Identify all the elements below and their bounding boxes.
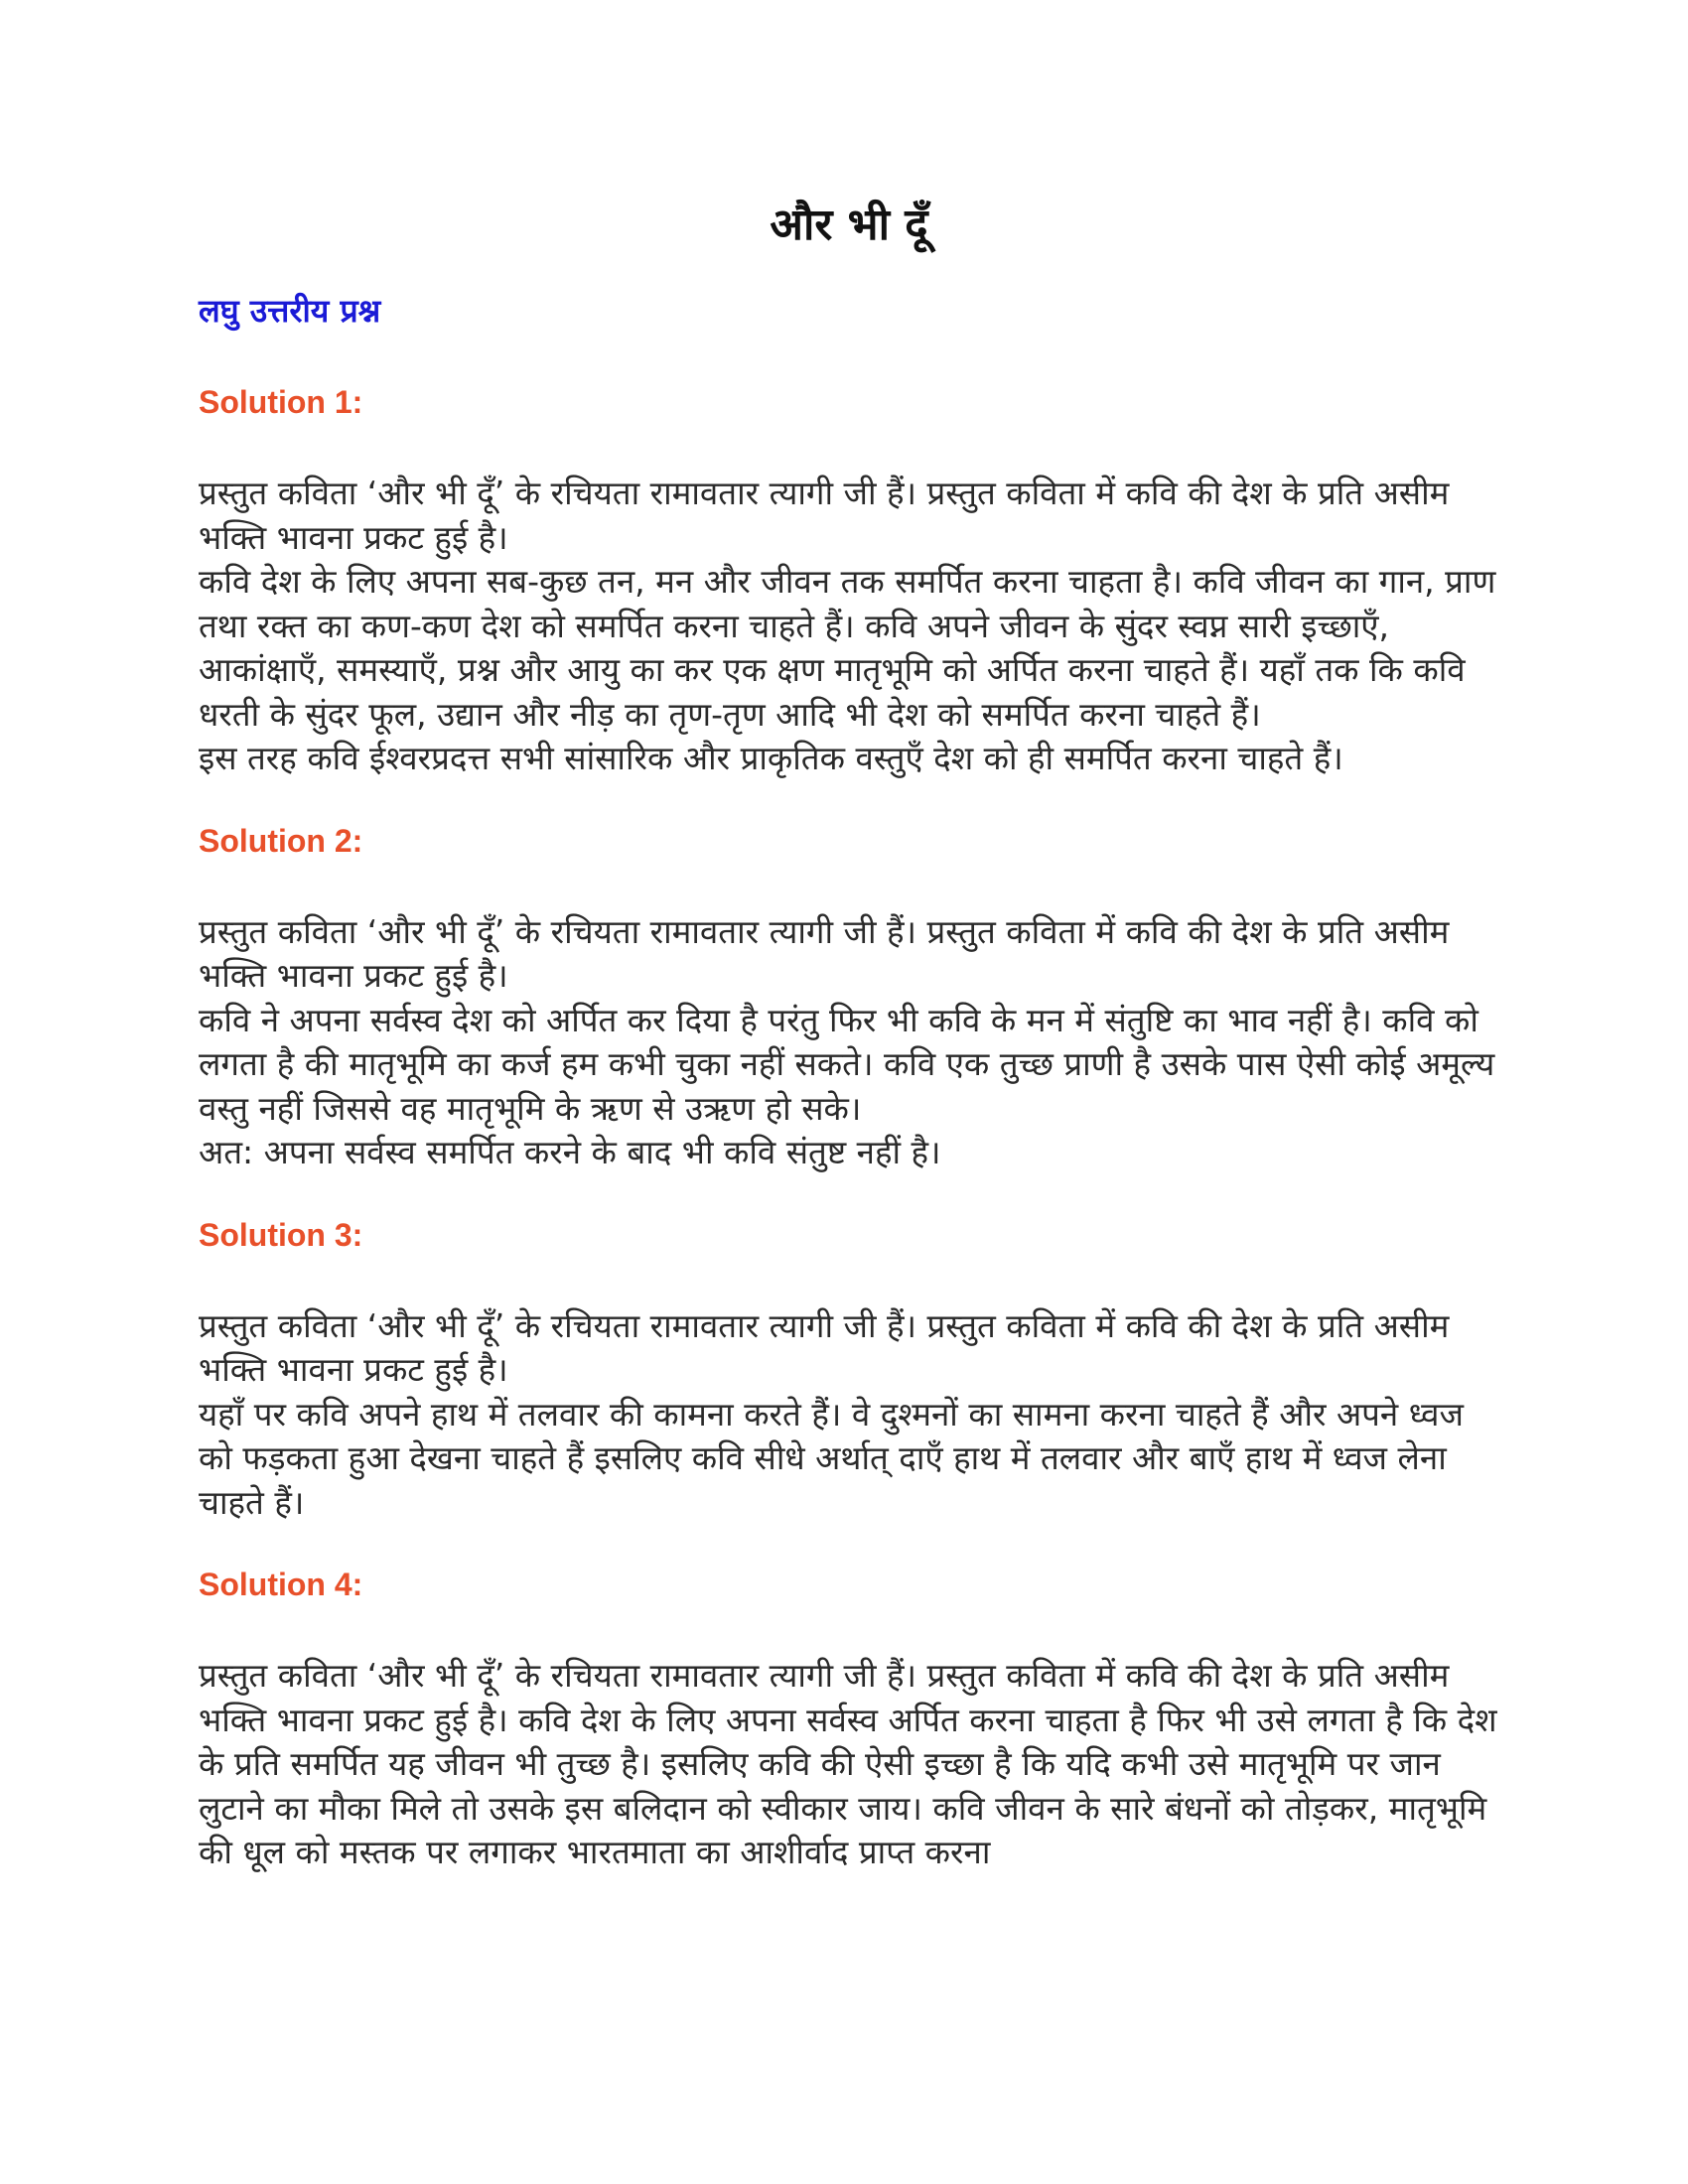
paragraph: इस तरह कवि ईश्वरप्रदत्त सभी सांसारिक और प्राकृतिक वस्तुएँ देश को ही समर्पित करना चाहते हैं। bbox=[199, 739, 1343, 777]
solution-label: Solution 2: bbox=[199, 822, 363, 859]
paragraph: यहाँ पर कवि अपने हाथ में तलवार की कामना करते हैं। वे दुश्मनों का सामना करना चाहते हैं और अपने ध्वज को फड़कता हुआ देखना चाहते हैं इसलिए कवि सीधे अर्थात् दाएँ हाथ में तलवार और बाएँ हाथ में ध्वज लेना चाहते हैं। bbox=[199, 1394, 1464, 1522]
page-title: और भी दूँ bbox=[770, 200, 928, 250]
section-heading: लघु उत्तरीय प्रश्न bbox=[199, 292, 381, 330]
solution-4 bbox=[199, 1565, 1499, 1875]
solution-1 bbox=[199, 382, 1499, 781]
solution-body bbox=[199, 910, 1499, 1175]
solution-label: Solution 1: bbox=[199, 384, 363, 420]
solution-3 bbox=[199, 1215, 1499, 1526]
solution-body bbox=[199, 1654, 1499, 1875]
solution-label: Solution 4: bbox=[199, 1567, 363, 1602]
paragraph: प्रस्तुत कविता ‘और भी दूँ’ के रचियता रामावतार त्यागी जी हैं। प्रस्तुत कविता में कवि की देश के प्रति असीम भक्ति भावना प्रकट हुई है। bbox=[199, 1305, 1450, 1389]
paragraph: कवि देश के लिए अपना सब-कुछ तन, मन और जीवन तक समर्पित करना चाहता है। कवि जीवन का गान, प्राण तथा रक्त का कण-कण देश को समर्पित करना चाहते हैं। कवि अपने जीवन के सुंदर स्वप्न सारी इच्छाएँ, आकांक्षाएँ, समस्याएँ, प्रश्न और आयु का कर एक क्षण मातृभूमि को अर्पित करना चाहते हैं। यहाँ तक कि कवि धरती के सुंदर फूल, उद्यान और नीड़ का तृण-तृण आदि भी देश को समर्पित करना चाहते हैं। bbox=[199, 562, 1496, 734]
paragraph: प्रस्तुत कविता ‘और भी दूँ’ के रचियता रामावतार त्यागी जी हैं। प्रस्तुत कविता में कवि की देश के प्रति असीम भक्ति भावना प्रकट हुई है। कवि देश के लिए अपना सर्वस्व अर्पित करना चाहता है फिर भी उसे लगता है कि देश के प्रति समर्पित यह जीवन भी तुच्छ है। इसलिए कवि की ऐसी इच्छा है कि यदि कभी उसे मातृभूमि पर जान लुटाने का मौका मिले तो उसके इस बलिदान को स्वीकार जाय। कवि जीवन के सारे बंधनों को तोड़कर, मातृभूमि की धूल को मस्तक पर लगाकर भारतमाता का आशीर्वाद प्राप्त करना bbox=[199, 1656, 1497, 1871]
paragraph: अत: अपना सर्वस्व समर्पित करने के बाद भी कवि संतुष्ट नहीं है। bbox=[199, 1133, 941, 1171]
solution-body bbox=[199, 1304, 1499, 1526]
paragraph: प्रस्तुत कविता ‘और भी दूँ’ के रचियता रामावतार त्यागी जी हैं। प्रस्तुत कविता में कवि की देश के प्रति असीम भक्ति भावना प्रकट हुई है। bbox=[199, 911, 1450, 995]
paragraph: प्रस्तुत कविता ‘और भी दूँ’ के रचियता रामावतार त्यागी जी हैं। प्रस्तुत कविता में कवि की देश के प्रति असीम भक्ति भावना प्रकट हुई है। bbox=[199, 474, 1450, 557]
paragraph: कवि ने अपना सर्वस्व देश को अर्पित कर दिया है परंतु फिर भी कवि के मन में संतुष्टि का भाव नहीं है। कवि को लगता है की मातृभूमि का कर्ज हम कभी चुका नहीं सकते। कवि एक तुच्छ प्राणी है उसके पास ऐसी कोई अमूल्य वस्तु नहीं जिससे वह मातृभूमि के ऋण से उऋण हो सके। bbox=[199, 1000, 1495, 1128]
solution-label: Solution 3: bbox=[199, 1216, 363, 1253]
solution-body bbox=[199, 472, 1499, 781]
solution-2 bbox=[199, 821, 1499, 1175]
